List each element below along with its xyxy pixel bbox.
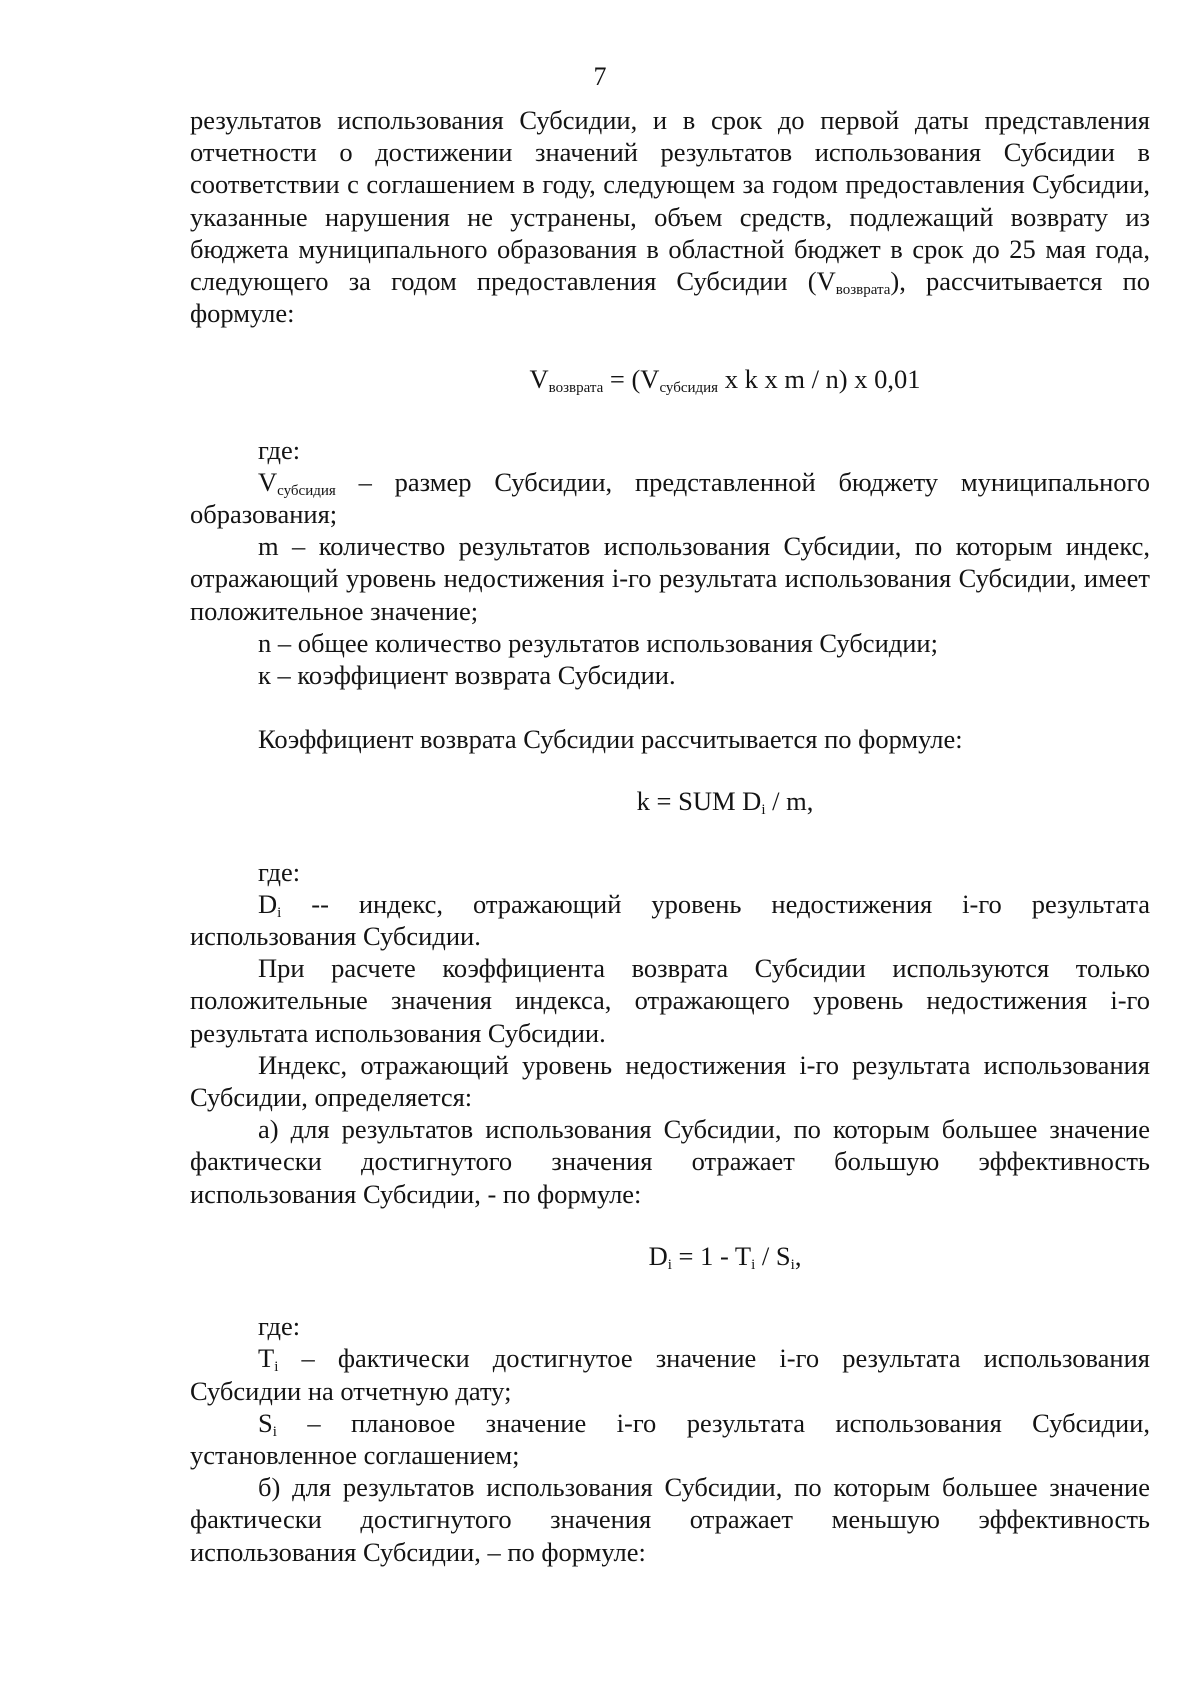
intro-paragraph: результатов использования Субсидии, и в срок до первой даты представления отчетности о достижении значений результатов использования Субсидии в соответствии с соглашением в году, следующем за годом предоставления Субсидии, указанные нарушения не устранены, объем средств, подлежащий возврату из бюджета муниципального образования в областной бюджет в срок до 25 мая года, следующего за годом предоставления Субсидии $(V_{возврата})$, рассчитывается по формуле: [190,105,1151,329]
formula-coefficient: k = SUM $D_i$ / m, [636,786,814,819]
where-label-2: где: [258,856,301,887]
clause-b-paragraph: б) для результатов использования Субсидии, по которым большее значение фактически достигнутого значения отражает меньшую эффективность использования Субсидии, – по формуле: [190,1472,1150,1567]
formula-return-volume: $V_{возврата} = (V_{субсидия}$ x k x m / n) x 0,01 [529,364,921,397]
document-body [190,104,1150,1568]
formula-index: $D_i = 1 - T_i / S_i$, [648,1240,802,1273]
definition-k: к – коэффициент возврата Субсидии. [258,660,676,691]
definition-n: n – общее количество результатов использования Субсидии; [258,627,938,658]
definition-d: $D_i$ -- индекс, отражающий уровень недостижения i-го результата использования Субсидии. [190,888,1150,952]
page-number: 7 [593,62,607,91]
calculation-paragraph: При расчете коэффициента возврата Субсидии используются только положительные значения индекса, отражающего уровень недостижения i-го результата использования Субсидии. [190,953,1150,1048]
definition-v-subsidy: $V_{субсидия}$ – размер Субсидии, представленной бюджету муниципального образования; [190,466,1150,530]
coefficient-intro: Коэффициент возврата Субсидии рассчитывается по формуле: [258,724,963,755]
clause-a-paragraph: а) для результатов использования Субсидии, по которым большее значение фактически достигнутого значения отражает большую эффективность использования Субсидии, - по формуле: [190,1114,1150,1209]
definition-m: m – количество результатов использования Субсидии, по которым индекс, отражающий уровень недостижения i-го результата использования Субсидии, имеет положительное значение; [190,531,1150,626]
definition-s: $S_i$ – плановое значение i-го результата использования Субсидии, установленное соглашением; [190,1407,1150,1470]
definition-t: $T_i$ – фактически достигнутое значение i-го результата использования Субсидии на отчетную дату; [190,1343,1150,1406]
where-label-3: где: [258,1311,301,1342]
index-paragraph: Индекс, отражающий уровень недостижения i-го результата использования Субсидии, определяется: [190,1049,1150,1113]
where-label: где: [258,434,301,465]
